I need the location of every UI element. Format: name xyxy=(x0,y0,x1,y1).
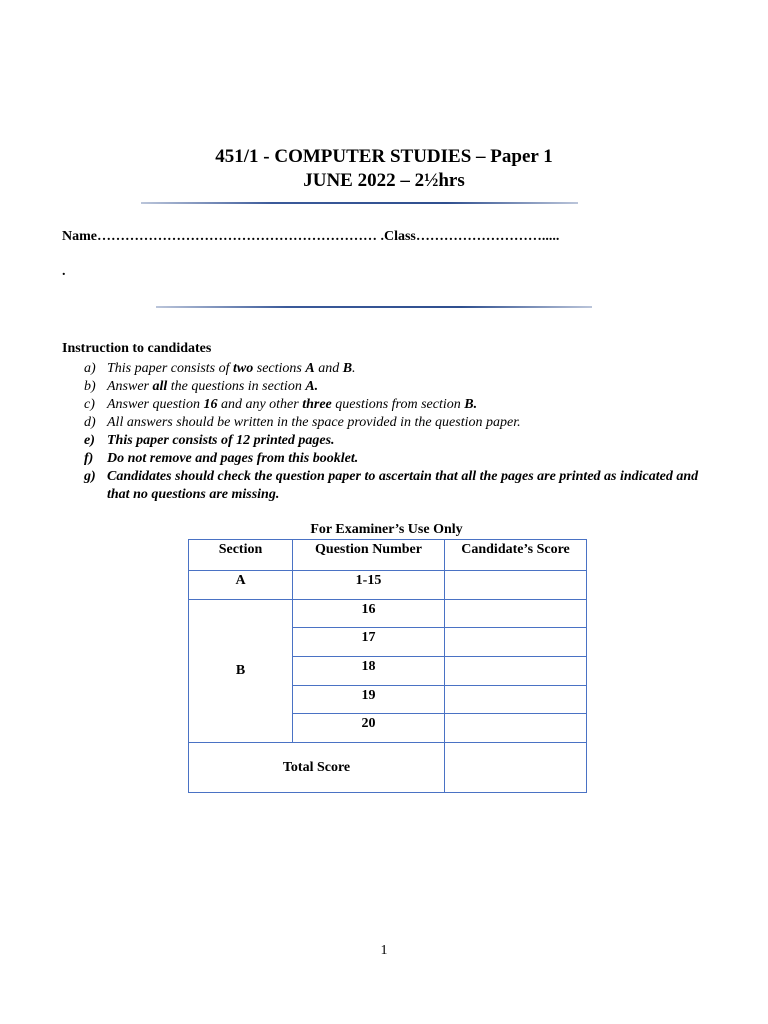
header-question-number: Question Number xyxy=(293,540,445,571)
instruction-text: This paper consists of 12 printed pages. xyxy=(107,433,335,448)
header-section: Section xyxy=(189,540,293,571)
question-number-cell: 20 xyxy=(293,714,445,743)
page-number: 1 xyxy=(380,943,388,958)
total-row xyxy=(189,743,587,793)
instruction-item-d xyxy=(84,414,704,432)
header-candidate-score: Candidate’s Score xyxy=(445,540,587,571)
instruction-item-e xyxy=(84,432,704,450)
question-number-cell: 16 xyxy=(293,600,445,628)
paper-date-duration: JUNE 2022 – 2½hrs xyxy=(303,170,465,191)
instruction-text: Answer all the questions in section A. xyxy=(107,379,319,394)
instructions-list xyxy=(84,360,704,504)
instruction-item-f xyxy=(84,450,704,468)
instruction-marker: g) xyxy=(84,469,96,484)
instruction-marker: f) xyxy=(84,451,94,466)
question-number-cell: 18 xyxy=(293,657,445,686)
instruction-text: Do not remove and pages from this booklet. xyxy=(107,451,359,466)
instruction-text: Answer question 16 and any other three questions from section B. xyxy=(107,397,478,412)
examiner-table-caption: For Examiner’s Use Only xyxy=(310,522,463,537)
score-cell[interactable] xyxy=(445,657,587,686)
question-range-cell: 1-15 xyxy=(293,571,445,600)
score-cell[interactable] xyxy=(445,600,587,628)
table-row xyxy=(189,571,587,600)
score-cell[interactable] xyxy=(445,628,587,657)
instruction-marker: e) xyxy=(84,433,95,448)
total-score-label: Total Score xyxy=(189,743,445,793)
stray-dot: . xyxy=(62,264,66,279)
instruction-item-c xyxy=(84,396,704,414)
question-number-cell: 17 xyxy=(293,628,445,657)
section-a-cell: A xyxy=(189,571,293,600)
score-cell[interactable] xyxy=(445,571,587,600)
name-class-line: Name…………………………………………………… .Class………………………..... xyxy=(62,229,560,244)
instruction-text: Candidates should check the question paper to ascertain that all the pages are printed as indicated and that no questions are missing. xyxy=(107,469,699,502)
instruction-text: All answers should be written in the space provided in the question paper. xyxy=(107,415,521,430)
section-b-cell: B xyxy=(189,600,293,743)
instruction-item-b xyxy=(84,378,704,396)
instruction-item-a xyxy=(84,360,704,378)
total-score-cell[interactable] xyxy=(445,743,587,793)
paper-title: 451/1 - COMPUTER STUDIES – Paper 1 xyxy=(215,146,553,167)
table-header-row xyxy=(189,540,587,571)
question-number-cell: 19 xyxy=(293,686,445,714)
instruction-text: This paper consists of two sections A and B. xyxy=(107,361,356,376)
instruction-marker: a) xyxy=(84,361,96,376)
instruction-marker: c) xyxy=(84,397,95,412)
table-row xyxy=(189,600,587,628)
instruction-item-g xyxy=(84,468,704,504)
score-cell[interactable] xyxy=(445,686,587,714)
name-divider xyxy=(156,306,592,308)
instructions-heading: Instruction to candidates xyxy=(62,341,212,356)
score-cell[interactable] xyxy=(445,714,587,743)
instruction-marker: b) xyxy=(84,379,96,394)
instruction-marker: d) xyxy=(84,415,96,430)
header-divider xyxy=(141,202,578,204)
examiner-score-table xyxy=(188,539,587,793)
